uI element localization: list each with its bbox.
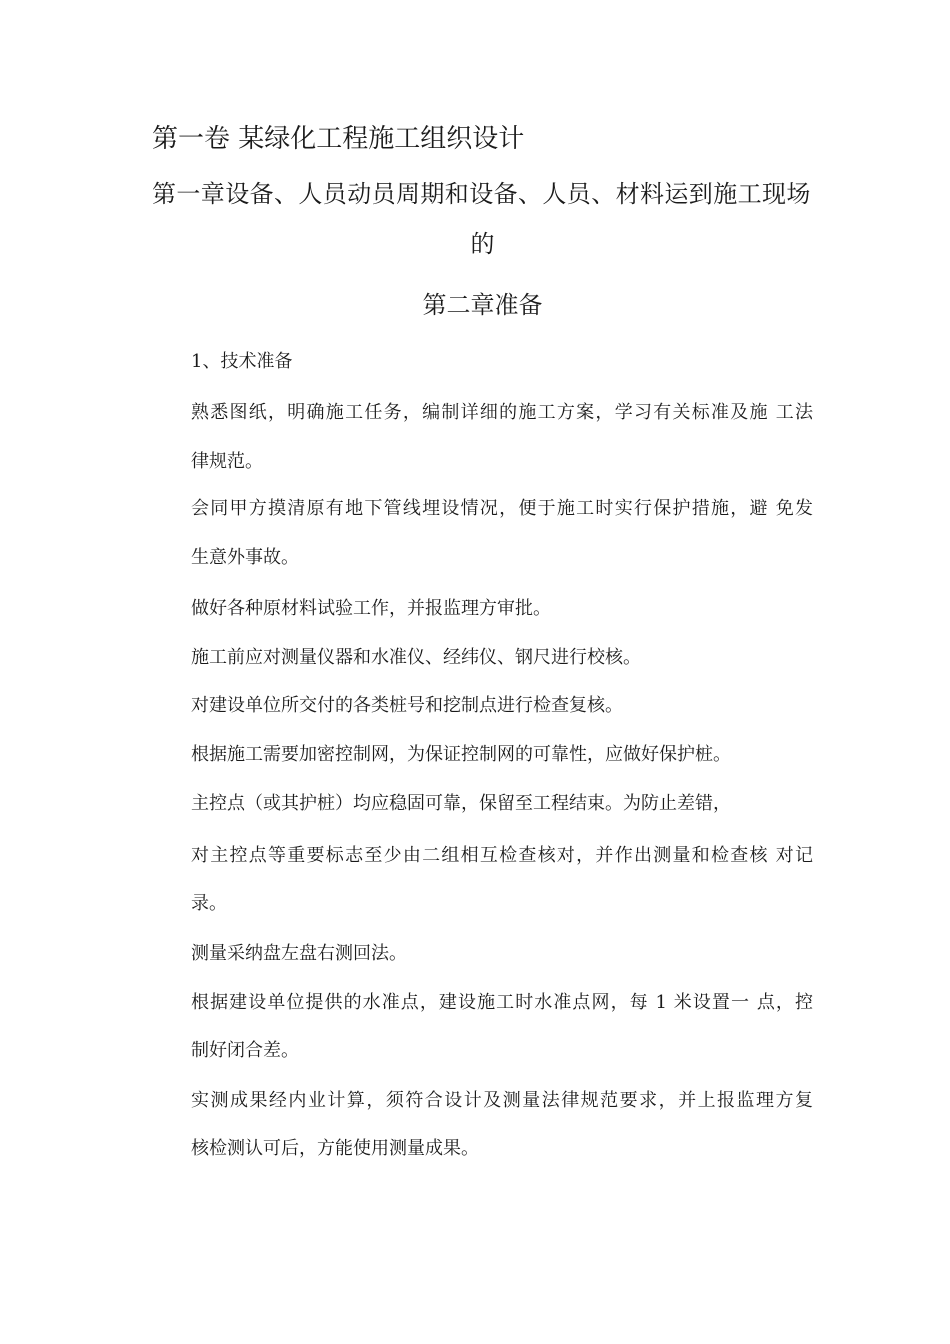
paragraph-line: 生意外事故。 bbox=[191, 547, 299, 568]
paragraph-line: 录。 bbox=[191, 893, 227, 914]
section-heading: 1、技术准备 bbox=[191, 351, 293, 372]
chapter1-title: 第一章设备、人员动员周期和设备、人员、材料运到施工现场 bbox=[152, 180, 811, 208]
chapter2-title: 第二章准备 bbox=[422, 291, 543, 319]
paragraph-line: 主控点（或其护桩）均应稳固可靠，保留至工程结束。为防止差错， bbox=[191, 793, 731, 814]
paragraph-line: 做好各种原材料试验工作，并报监理方审批。 bbox=[191, 598, 551, 619]
paragraph-line: 熟悉图纸，明确施工任务，编制详细的施工方案，学习有关标准及施 工法 bbox=[191, 402, 813, 423]
paragraph-line: 根据建设单位提供的水准点，建设施工时水准点网，每 1 米设置一 点，控 bbox=[191, 992, 813, 1013]
chapter1-title-continuation: 的 bbox=[470, 230, 495, 258]
paragraph-line: 对主控点等重要标志至少由二组相互检查核对，并作出测量和检查核 对记 bbox=[191, 845, 813, 866]
paragraph-line: 对建设单位所交付的各类桩号和挖制点进行检查复核。 bbox=[191, 695, 623, 716]
paragraph-line: 根据施工需要加密控制网，为保证控制网的可靠性，应做好保护桩。 bbox=[191, 744, 731, 765]
paragraph-line: 实测成果经内业计算，须符合设计及测量法律规范要求，并上报监理方复 bbox=[191, 1090, 813, 1111]
paragraph-line: 施工前应对测量仪器和水准仪、经纬仪、钢尺进行校核。 bbox=[191, 647, 641, 668]
paragraph-line: 律规范。 bbox=[191, 451, 263, 472]
paragraph-line: 测量采纳盘左盘右测回法。 bbox=[191, 943, 407, 964]
volume-title: 第一卷 某绿化工程施工组织设计 bbox=[152, 124, 525, 154]
paragraph-line: 制好闭合差。 bbox=[191, 1040, 299, 1061]
paragraph-line: 会同甲方摸清原有地下管线埋设情况，便于施工时实行保护措施，避 免发 bbox=[191, 498, 813, 519]
paragraph-line: 核检测认可后，方能使用测量成果。 bbox=[191, 1138, 479, 1159]
